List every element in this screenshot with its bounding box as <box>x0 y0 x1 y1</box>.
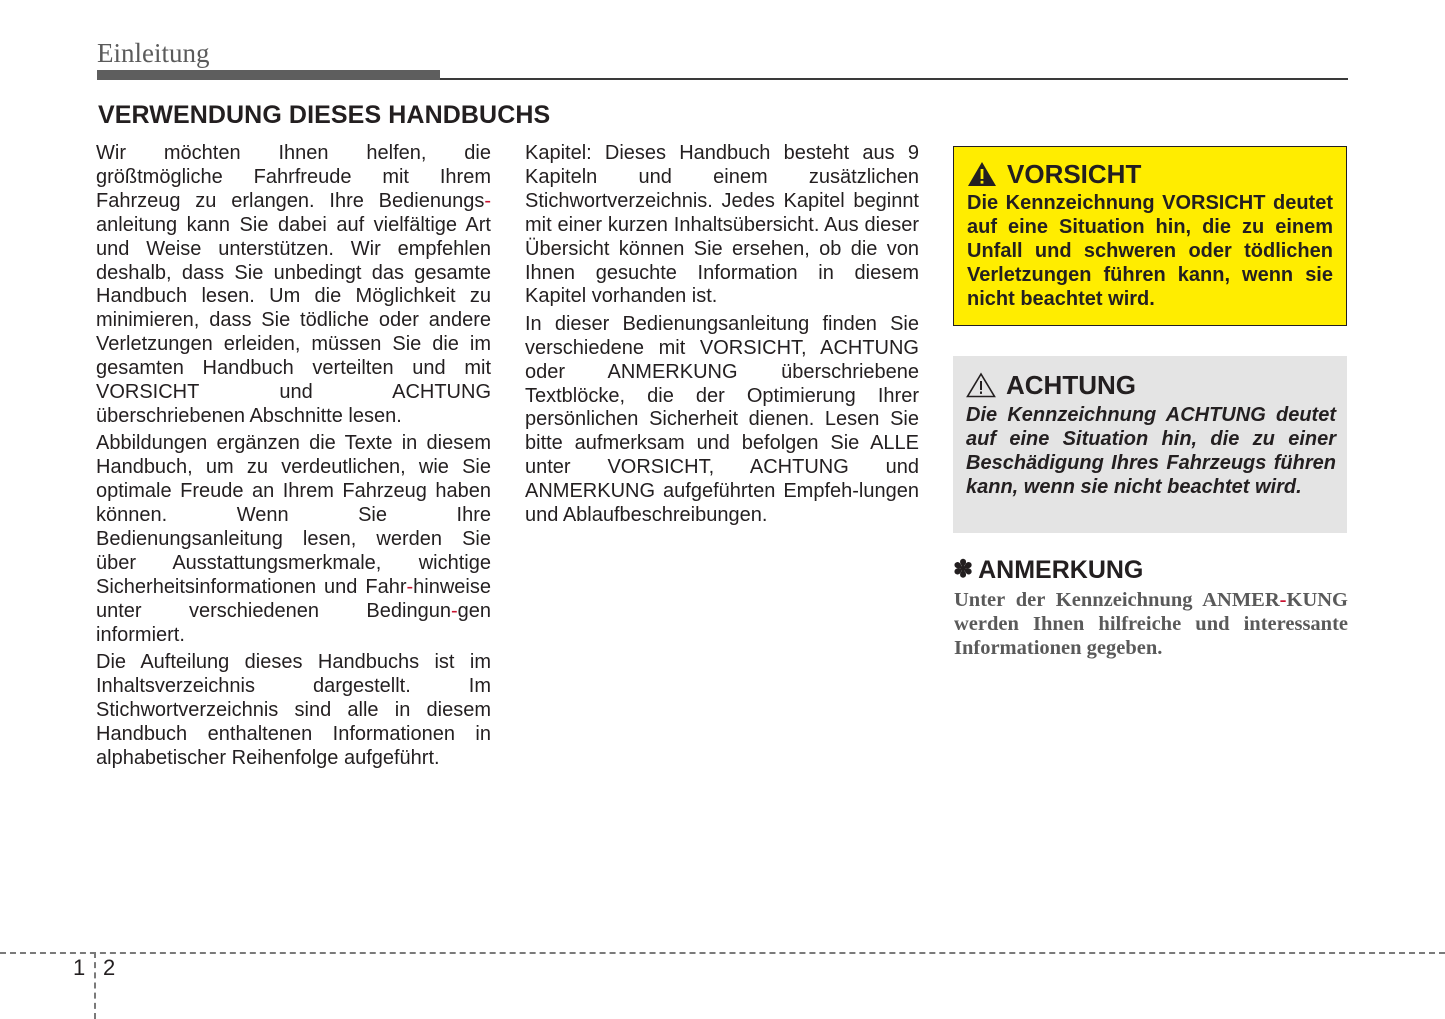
caution-title: ACHTUNG <box>966 370 1336 400</box>
warning-text: Die Kennzeichnung VORSICHT deutet auf eine Situation hin, die zu einem Unfall und schweren oder tödlichen Verletzungen führen kann, wenn sie nicht beachtet wird. <box>967 192 1333 310</box>
paragraph-structure: Die Aufteilung dieses Handbuchs ist im Inhaltsverzeichnis dargestellt. Im Stichwortverzeichnis sind alle in diesem Handbuch enthaltenen Informationen in alphabetischer Reihenfolge aufgeführt. <box>96 651 491 769</box>
footer-divider <box>0 952 1445 954</box>
warning-box <box>953 146 1347 326</box>
paragraph-safety-blocks: In dieser Bedienungsanleitung finden Sie verschiedene mit VORSICHT, ACHTUNG oder ANMERKUNG überschriebene Textblöcke, die der Optimierung Ihrer persönlichen Sicherheit dienen. Lesen Sie bitte aufmerksam und befolgen Sie ALLE unter VORSICHT, ACHTUNG und ANMERKUNG aufgeführten Empfeh-lungen und Ablaufbeschreibungen. <box>525 312 919 527</box>
note-title: ✽ ANMERKUNG <box>953 556 1144 584</box>
caution-box <box>953 356 1347 533</box>
warning-title: VORSICHT <box>967 159 1333 189</box>
paragraph-chapters: Kapitel: Dieses Handbuch besteht aus 9 Kapiteln und einem zusätzlichen Stichwortverzeichnis. Jedes Kapitel beginnt mit einer kurzen Inhaltsübersicht. Aus dieser Übersicht können Sie ersehen, ob die von Ihnen gesuchte Information in diesem Kapitel vorhanden ist. <box>525 142 919 308</box>
asterisk-icon: ✽ <box>953 556 974 583</box>
page-number: 2 <box>103 955 116 980</box>
page-title: VERWENDUNG DIESES HANDBUCHS <box>98 101 551 129</box>
text-column-left <box>96 142 491 774</box>
warning-triangle-filled-icon <box>967 161 997 187</box>
paragraph-intro: Wir möchten Ihnen helfen, die größtmögliche Fahrfreude mit Ihrem Fahrzeug zu erlangen. Ihre Bedienungs-anleitung kann Sie dabei auf vielfältige Art und Weise unterstützen. Wir empfehlen deshalb, dass Sie unbedingt das gesamte Handbuch lesen. Um die Möglichkeit zu minimieren, dass Sie tödliche oder andere Verletzungen erleiden, müssen Sie die im gesamten Handbuch verteilten und mit VORSICHT und ACHTUNG überschriebenen Abschnitte lesen. <box>96 142 491 427</box>
header-rule-accent <box>97 70 440 80</box>
chapter-number: 1 <box>73 955 86 980</box>
text-column-middle <box>525 142 919 532</box>
footer-page-separator <box>94 952 96 1019</box>
section-name: Einleitung <box>97 38 210 68</box>
paragraph-illustrations: Abbildungen ergänzen die Texte in diesem Handbuch, um zu verdeutlichen, wie Sie optimale Freude an Ihrem Fahrzeug haben können. Wenn Sie Ihre Bedienungsanleitung lesen, werden Sie über Ausstattungsmerkmale, wichtige Sicherheitsinformationen und Fahr-hinweise unter verschiedenen Bedingun-gen informiert. <box>96 432 491 646</box>
warning-triangle-outline-icon <box>966 372 996 398</box>
note-text: Unter der Kennzeichnung ANMER-KUNG werden Ihnen hilfreiche und interessante Informationen gegeben. <box>954 589 1348 659</box>
caution-text: Die Kennzeichnung ACHTUNG deutet auf eine Situation hin, die zu einer Beschädigung Ihres Fahrzeugs führen kann, wenn sie nicht beachtet wird. <box>966 404 1336 498</box>
